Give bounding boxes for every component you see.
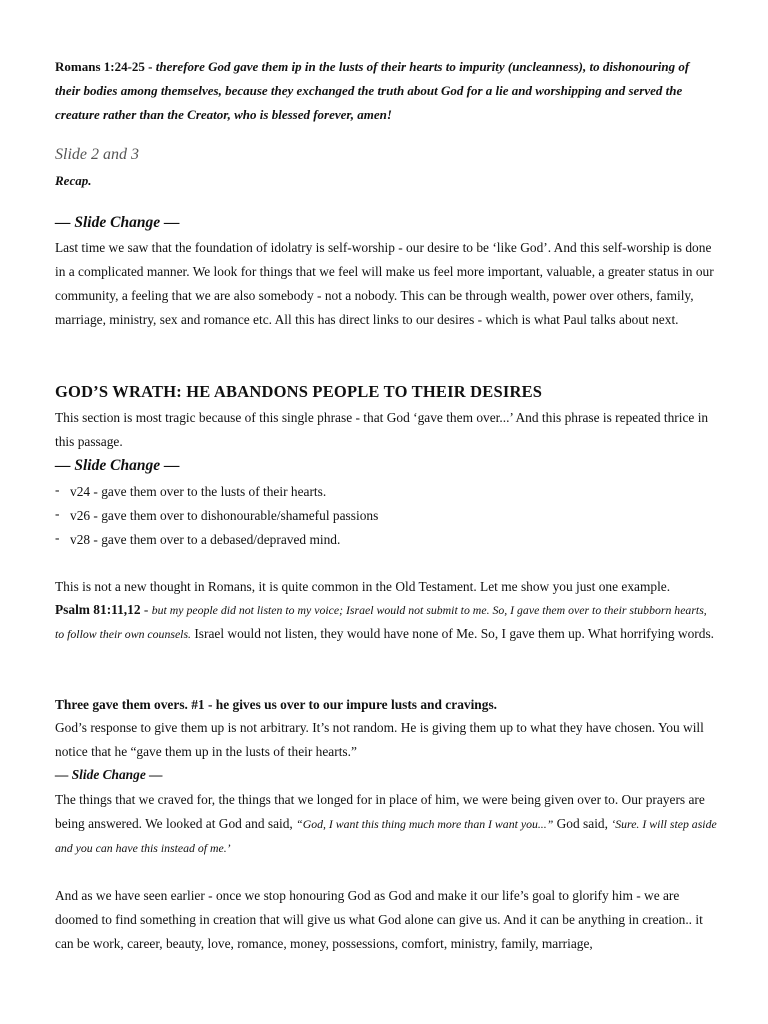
craved-quote-2: ‘Sure. I will step aside and you can have this instead of me.’	[55, 817, 717, 855]
verse-separator: -	[144, 59, 156, 74]
slide-change-marker: — Slide Change —	[55, 767, 163, 782]
paragraph-gods-response: God’s response to give them up is not arbitrary. It’s not random. He is giving them up to what they have chosen. You will notice that he “gave them up in the lusts of their hearts.”	[55, 720, 704, 759]
verse-text: therefore God gave them ip in the lusts of their hearts to impurity (uncleanness), to dishonouring of their bodies among themselves, because they exchanged the truth about God for a lie and worshipping and served the creature rather than the Creator, who is blessed forever, amen!	[55, 59, 690, 122]
verse-reference: Romans 1:24-25	[55, 59, 145, 74]
craved-quote-1: “God, I want this thing much more than I want you...”	[296, 817, 554, 831]
section-heading: GOD’S WRATH: HE ABANDONS PEOPLE TO THEIR DESIRES	[55, 382, 543, 401]
bullet-dash: -	[55, 506, 60, 521]
bullet-dash: -	[55, 482, 60, 497]
list-item	[55, 504, 717, 528]
paragraph-tragic-phrase: This section is most tragic because of this single phrase - that God ‘gave them over...’ And this phrase is repeated thrice in this passage.	[55, 410, 709, 449]
paragraph-craved-things	[55, 788, 717, 860]
subheading-three-gave-them-overs: Three gave them overs. #1 - he gives us over to our impure lusts and cravings.	[55, 697, 498, 712]
paragraph-self-worship: Last time we saw that the foundation of idolatry is self-worship - our desire to be ‘like God’. And this self-worship is done in a complicated manner. We look for things that we feel will make us feel more important, valuable, a greater status in our community, a feeling that we are also somebody - not a nobody. This can be through wealth, power over others, family, marriage, ministry, sex and romance etc. All this has direct links to our desires - which is what Paul talks about next.	[55, 240, 714, 327]
list-item	[55, 528, 717, 552]
slide-title: Slide 2 and 3	[55, 146, 139, 163]
list-item-text: v24 - gave them over to the lusts of their hearts.	[70, 484, 327, 499]
psalm-separator: -	[140, 602, 152, 617]
craved-text-2: God said,	[553, 816, 612, 831]
slide-change-marker: — Slide Change —	[55, 214, 180, 231]
paragraph-old-testament: This is not a new thought in Romans, it is quite common in the Old Testament. Let me show you just one example.	[55, 579, 671, 594]
paragraph-psalm-81	[55, 598, 717, 646]
list-item	[55, 480, 717, 504]
craved-text-1: The things that we craved for, the things that we longed for in place of him, we were being given over to. Our prayers are being answered. We looked at God and said,	[55, 792, 705, 831]
list-item-text: v28 - gave them over to a debased/depraved mind.	[70, 532, 341, 547]
paragraph-seen-earlier: And as we have seen earlier - once we stop honouring God as God and make it our life’s goal to glorify him - we are doomed to find something in creation that will give us what God alone can give us. And it can be anything in creation.. it can be work, career, beauty, love, romance, money, possessions, comfort, ministry, family, marriage,	[55, 888, 703, 951]
psalm-quote: but my people did not listen to my voice; Israel would not submit to me. So, I gave them over to their stubborn hearts, to follow their own counsels.	[55, 603, 707, 641]
gave-them-over-list	[55, 480, 717, 552]
psalm-commentary: Israel would not listen, they would have none of Me. So, I gave them up. What horrifying words.	[191, 626, 714, 641]
list-item-text: v26 - gave them over to dishonourable/shameful passions	[70, 508, 379, 523]
recap-label: Recap.	[55, 173, 92, 188]
psalm-reference: Psalm 81:11,12	[55, 602, 141, 617]
scripture-romans-1-24-25	[55, 55, 717, 127]
bullet-dash: -	[55, 530, 60, 545]
slide-change-marker: — Slide Change —	[55, 457, 180, 474]
